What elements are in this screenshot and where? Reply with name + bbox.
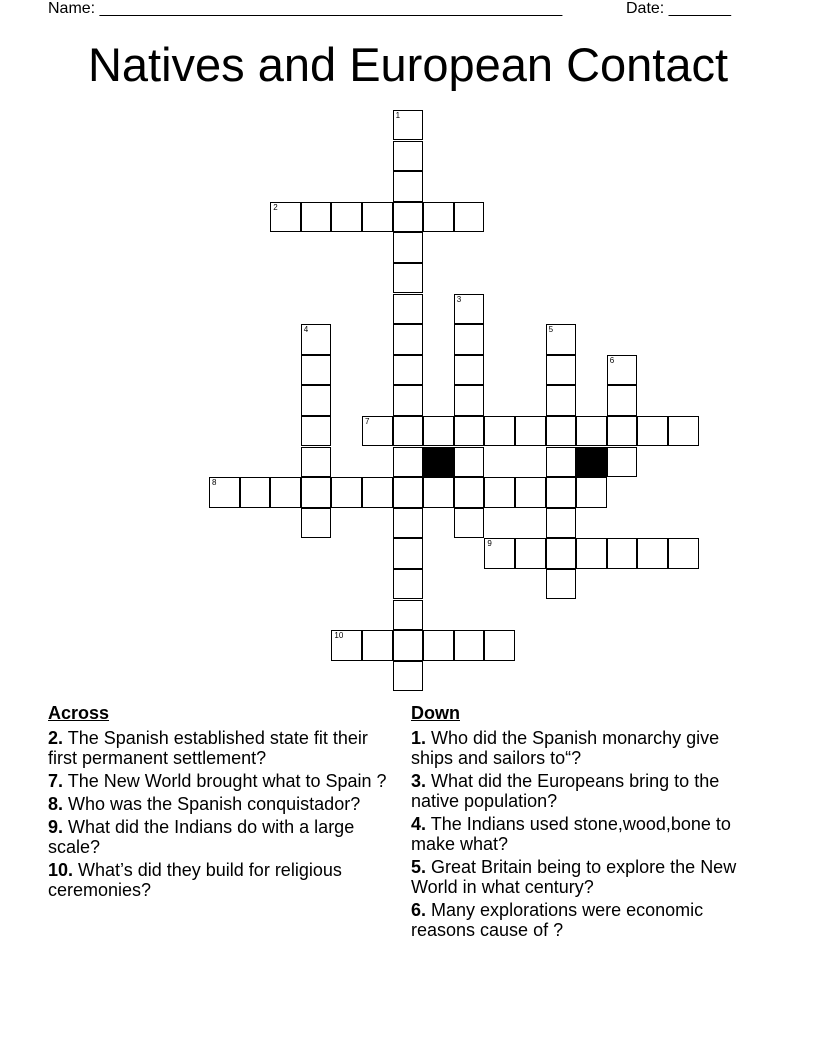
clue-number: 7. [48, 771, 64, 791]
clue-number: 6. [411, 900, 427, 920]
date-line[interactable]: Date: _______ [626, 0, 731, 17]
grid-cell[interactable] [393, 630, 424, 661]
clue-number: 3. [411, 771, 427, 791]
grid-cell[interactable] [515, 416, 546, 447]
grid-cell[interactable] [607, 355, 638, 386]
cell-number: 3 [456, 294, 462, 304]
grid-cell[interactable] [423, 630, 454, 661]
cell-number: 8 [212, 478, 217, 488]
grid-cell[interactable] [301, 416, 332, 447]
grid-cell[interactable] [546, 538, 577, 569]
grid-cell[interactable] [423, 202, 454, 233]
across-clue [48, 860, 393, 900]
grid-cell[interactable] [393, 294, 424, 325]
grid-cell[interactable] [454, 202, 485, 233]
grid-cell[interactable] [546, 508, 577, 539]
grid-cell[interactable] [637, 538, 668, 569]
down-clue [411, 900, 756, 940]
clue-text: The New World brought what to Spain ? [67, 771, 387, 791]
grid-cell[interactable] [576, 416, 607, 447]
grid-cell[interactable] [393, 477, 424, 508]
grid-cell[interactable] [301, 508, 332, 539]
grid-cell[interactable] [454, 630, 485, 661]
grid-cell[interactable] [454, 294, 485, 325]
grid-cell[interactable] [393, 110, 424, 141]
grid-cell[interactable] [576, 538, 607, 569]
grid-cell[interactable] [301, 324, 332, 355]
clue-text: The Indians used stone,wood,bone to make what? [411, 814, 731, 854]
grid-cell[interactable] [546, 477, 577, 508]
grid-cell[interactable] [607, 416, 638, 447]
clue-number: 8. [48, 794, 64, 814]
clue-number: 9. [48, 817, 64, 837]
grid-cell[interactable] [607, 447, 638, 478]
grid-cell[interactable] [393, 569, 424, 600]
grid-cell[interactable] [209, 477, 240, 508]
grid-cell[interactable] [393, 232, 424, 263]
grid-cell[interactable] [301, 447, 332, 478]
grid-cell[interactable] [393, 661, 424, 692]
clue-text: Who did the Spanish monarchy give ships and sailors to“? [411, 728, 720, 768]
cell-number: 4 [303, 325, 309, 335]
cell-number: 10 [334, 631, 344, 641]
grid-cell[interactable] [362, 202, 393, 233]
grid-cell[interactable] [393, 355, 424, 386]
grid-cell[interactable] [454, 355, 485, 386]
across-heading: Across [48, 703, 110, 723]
clue-text: What did the Indians do with a large scale? [48, 817, 355, 857]
grid-cell[interactable] [454, 324, 485, 355]
grid-cell[interactable] [637, 416, 668, 447]
grid-cell[interactable] [393, 416, 424, 447]
black-cell [576, 447, 607, 478]
grid-cell[interactable] [270, 202, 301, 233]
clue-number: 5. [411, 857, 427, 877]
across-clue [48, 794, 393, 814]
grid-cell[interactable] [546, 569, 577, 600]
clue-text: The Spanish established state fit their first permanent settlement? [48, 728, 368, 768]
grid-cell[interactable] [393, 202, 424, 233]
grid-cell[interactable] [546, 447, 577, 478]
clue-text: What did the Europeans bring to the native population? [411, 771, 720, 811]
grid-cell[interactable] [454, 447, 485, 478]
across-clue [48, 771, 393, 791]
grid-cell[interactable] [393, 171, 424, 202]
clue-text: What’s did they build for religious ceremonies? [48, 860, 342, 900]
grid-cell[interactable] [454, 416, 485, 447]
grid-cell[interactable] [484, 538, 515, 569]
clue-text: Great Britain being to explore the New World in what century? [411, 857, 737, 897]
grid-cell[interactable] [484, 477, 515, 508]
down-clues [411, 702, 756, 943]
grid-cell[interactable] [393, 263, 424, 294]
grid-cell[interactable] [393, 600, 424, 631]
grid-cell[interactable] [362, 416, 393, 447]
grid-cell[interactable] [393, 508, 424, 539]
across-clue [48, 817, 393, 857]
grid-cell[interactable] [607, 538, 638, 569]
grid-cell[interactable] [362, 477, 393, 508]
cell-number: 6 [609, 355, 615, 365]
clue-number: 4. [411, 814, 427, 834]
cell-number: 9 [487, 539, 492, 549]
across-clues [48, 702, 393, 903]
grid-cell[interactable] [546, 355, 577, 386]
name-line[interactable]: Name: ____________________________________________________ [48, 0, 563, 17]
grid-cell[interactable] [331, 202, 362, 233]
down-clue [411, 857, 756, 897]
clue-number: 1. [411, 728, 427, 748]
grid-cell[interactable] [423, 416, 454, 447]
grid-cell[interactable] [454, 477, 485, 508]
clue-text: Who was the Spanish conquistador? [68, 794, 361, 814]
grid-cell[interactable] [393, 141, 424, 172]
cell-number: 2 [273, 202, 278, 212]
across-clue [48, 728, 393, 768]
cell-number: 1 [395, 110, 401, 120]
grid-cell[interactable] [546, 416, 577, 447]
grid-cell[interactable] [301, 477, 332, 508]
grid-cell[interactable] [331, 477, 362, 508]
grid-cell[interactable] [546, 324, 577, 355]
clue-number: 10. [48, 860, 74, 880]
grid-cell[interactable] [240, 477, 271, 508]
grid-cell[interactable] [454, 385, 485, 416]
page-title: Natives and European Contact [87, 38, 729, 91]
grid-cell[interactable] [484, 630, 515, 661]
grid-cell[interactable] [301, 385, 332, 416]
black-cell [423, 447, 454, 478]
grid-cell[interactable] [668, 538, 699, 569]
down-clue [411, 728, 756, 768]
down-clue [411, 771, 756, 811]
grid-cell[interactable] [515, 538, 546, 569]
grid-cell[interactable] [301, 355, 332, 386]
grid-cell[interactable] [301, 202, 332, 233]
grid-cell[interactable] [393, 385, 424, 416]
grid-cell[interactable] [668, 416, 699, 447]
down-clue [411, 814, 756, 854]
grid-cell[interactable] [423, 477, 454, 508]
grid-cell[interactable] [515, 477, 546, 508]
cell-number: 7 [365, 416, 370, 426]
clue-number: 2. [48, 728, 64, 748]
grid-cell[interactable] [576, 477, 607, 508]
grid-cell[interactable] [484, 416, 515, 447]
grid-cell[interactable] [546, 385, 577, 416]
down-heading: Down [411, 703, 460, 723]
grid-cell[interactable] [454, 508, 485, 539]
grid-cell[interactable] [393, 324, 424, 355]
grid-cell[interactable] [331, 630, 362, 661]
cell-number: 5 [548, 325, 554, 335]
grid-cell[interactable] [393, 538, 424, 569]
grid-cell[interactable] [362, 630, 393, 661]
grid-cell[interactable] [393, 447, 424, 478]
grid-cell[interactable] [607, 385, 638, 416]
grid-cell[interactable] [270, 477, 301, 508]
clue-text: Many explorations were economic reasons cause of ? [411, 900, 704, 940]
